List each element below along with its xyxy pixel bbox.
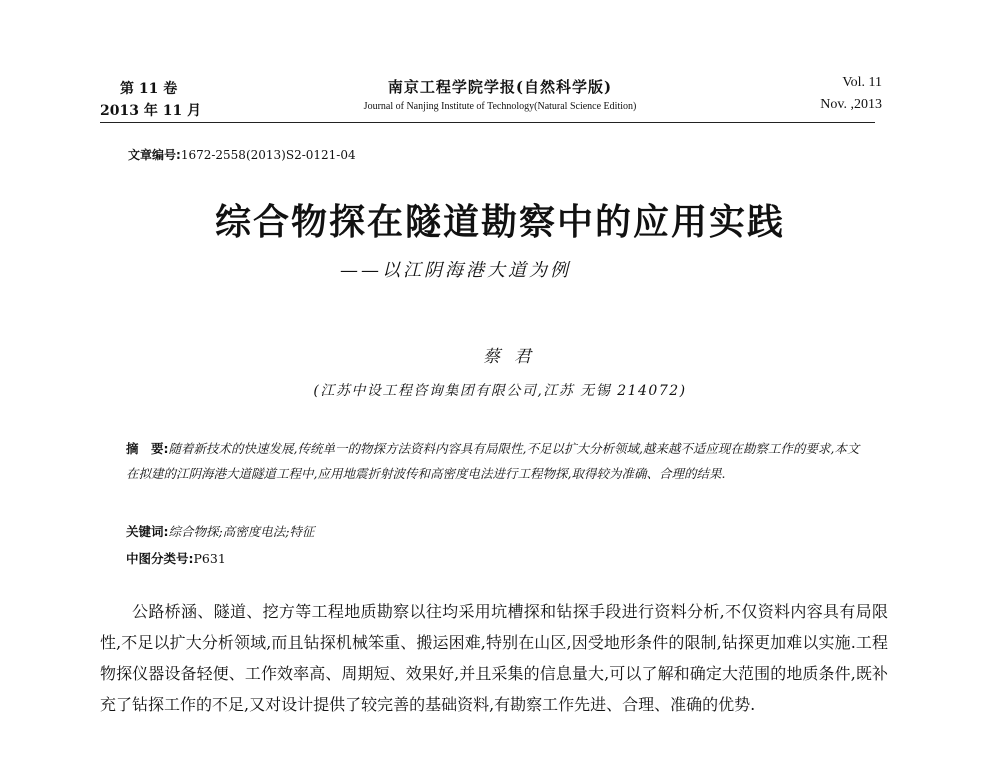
- author-name: 蔡君: [483, 347, 545, 367]
- body-paragraph: 公路桥涵、隧道、挖方等工程地质勘察以往均采用坑槽探和钻探手段进行资料分析,不仅资料内容具有局限性,不足以扩大分析领域,而且钻探机械笨重、搬运困难,特别在山区,因受地形条件的限制,钻探更加难以实施.工程物探仪器设备轻便、工作效率高、周期短、效果好,并且采集的信息量大,可以了解和确定大范围的地质条件,既补充了钻探工作的不足,又对设计提供了较完善的基础资料,有勘察工作先进、合理、准确的优势.: [100, 602, 888, 714]
- keywords-text: 综合物探;高密度电法;特征: [168, 524, 315, 539]
- paper-title: 综合物探在隧道勘察中的应用实践: [214, 202, 785, 243]
- header-volume-date-en: [820, 72, 882, 116]
- date-cn: 2013 年 11 月: [100, 103, 202, 119]
- volume-cn: 第 11 卷: [120, 81, 178, 97]
- classification-number: [126, 549, 226, 567]
- journal-name-cn: 南京工程学院学报(自然科学版): [387, 78, 613, 96]
- abstract: [126, 436, 864, 486]
- header-volume-date-cn: [100, 78, 201, 122]
- classification-text: P631: [193, 551, 226, 566]
- date-en: Nov. ,2013: [820, 97, 882, 112]
- article-number-label: 文章编号:: [128, 148, 181, 162]
- header-rule: [100, 122, 875, 123]
- abstract-text: 随着新技术的快速发展,传统单一的物探方法资料内容具有局限性,不足以扩大分析领域,越来越不适应现在勘察工作的要求,本文在拟建的江阴海港大道隧道工程中,应用地震折射波传和高密度电法进行工程物探,取得较为准确、合理的结果.: [126, 441, 860, 481]
- journal-name-en: Journal of Nanjing Institute of Technology(Natural Science Edition): [363, 101, 637, 112]
- volume-en: Vol. 11: [842, 75, 882, 90]
- article-number: [128, 146, 356, 163]
- keywords: [126, 522, 314, 540]
- abstract-label: 摘 要:: [126, 441, 169, 456]
- keywords-label: 关键词:: [126, 524, 169, 539]
- classification-label: 中图分类号:: [126, 551, 194, 566]
- article-number-value: 1672-2558(2013)S2-0121-04: [180, 148, 356, 162]
- journal-name: [300, 76, 700, 112]
- author-affiliation: (江苏中设工程咨询集团有限公司,江苏 无锡 214072): [313, 383, 687, 399]
- paper-subtitle: ——以江阴海港大道为例: [340, 260, 571, 281]
